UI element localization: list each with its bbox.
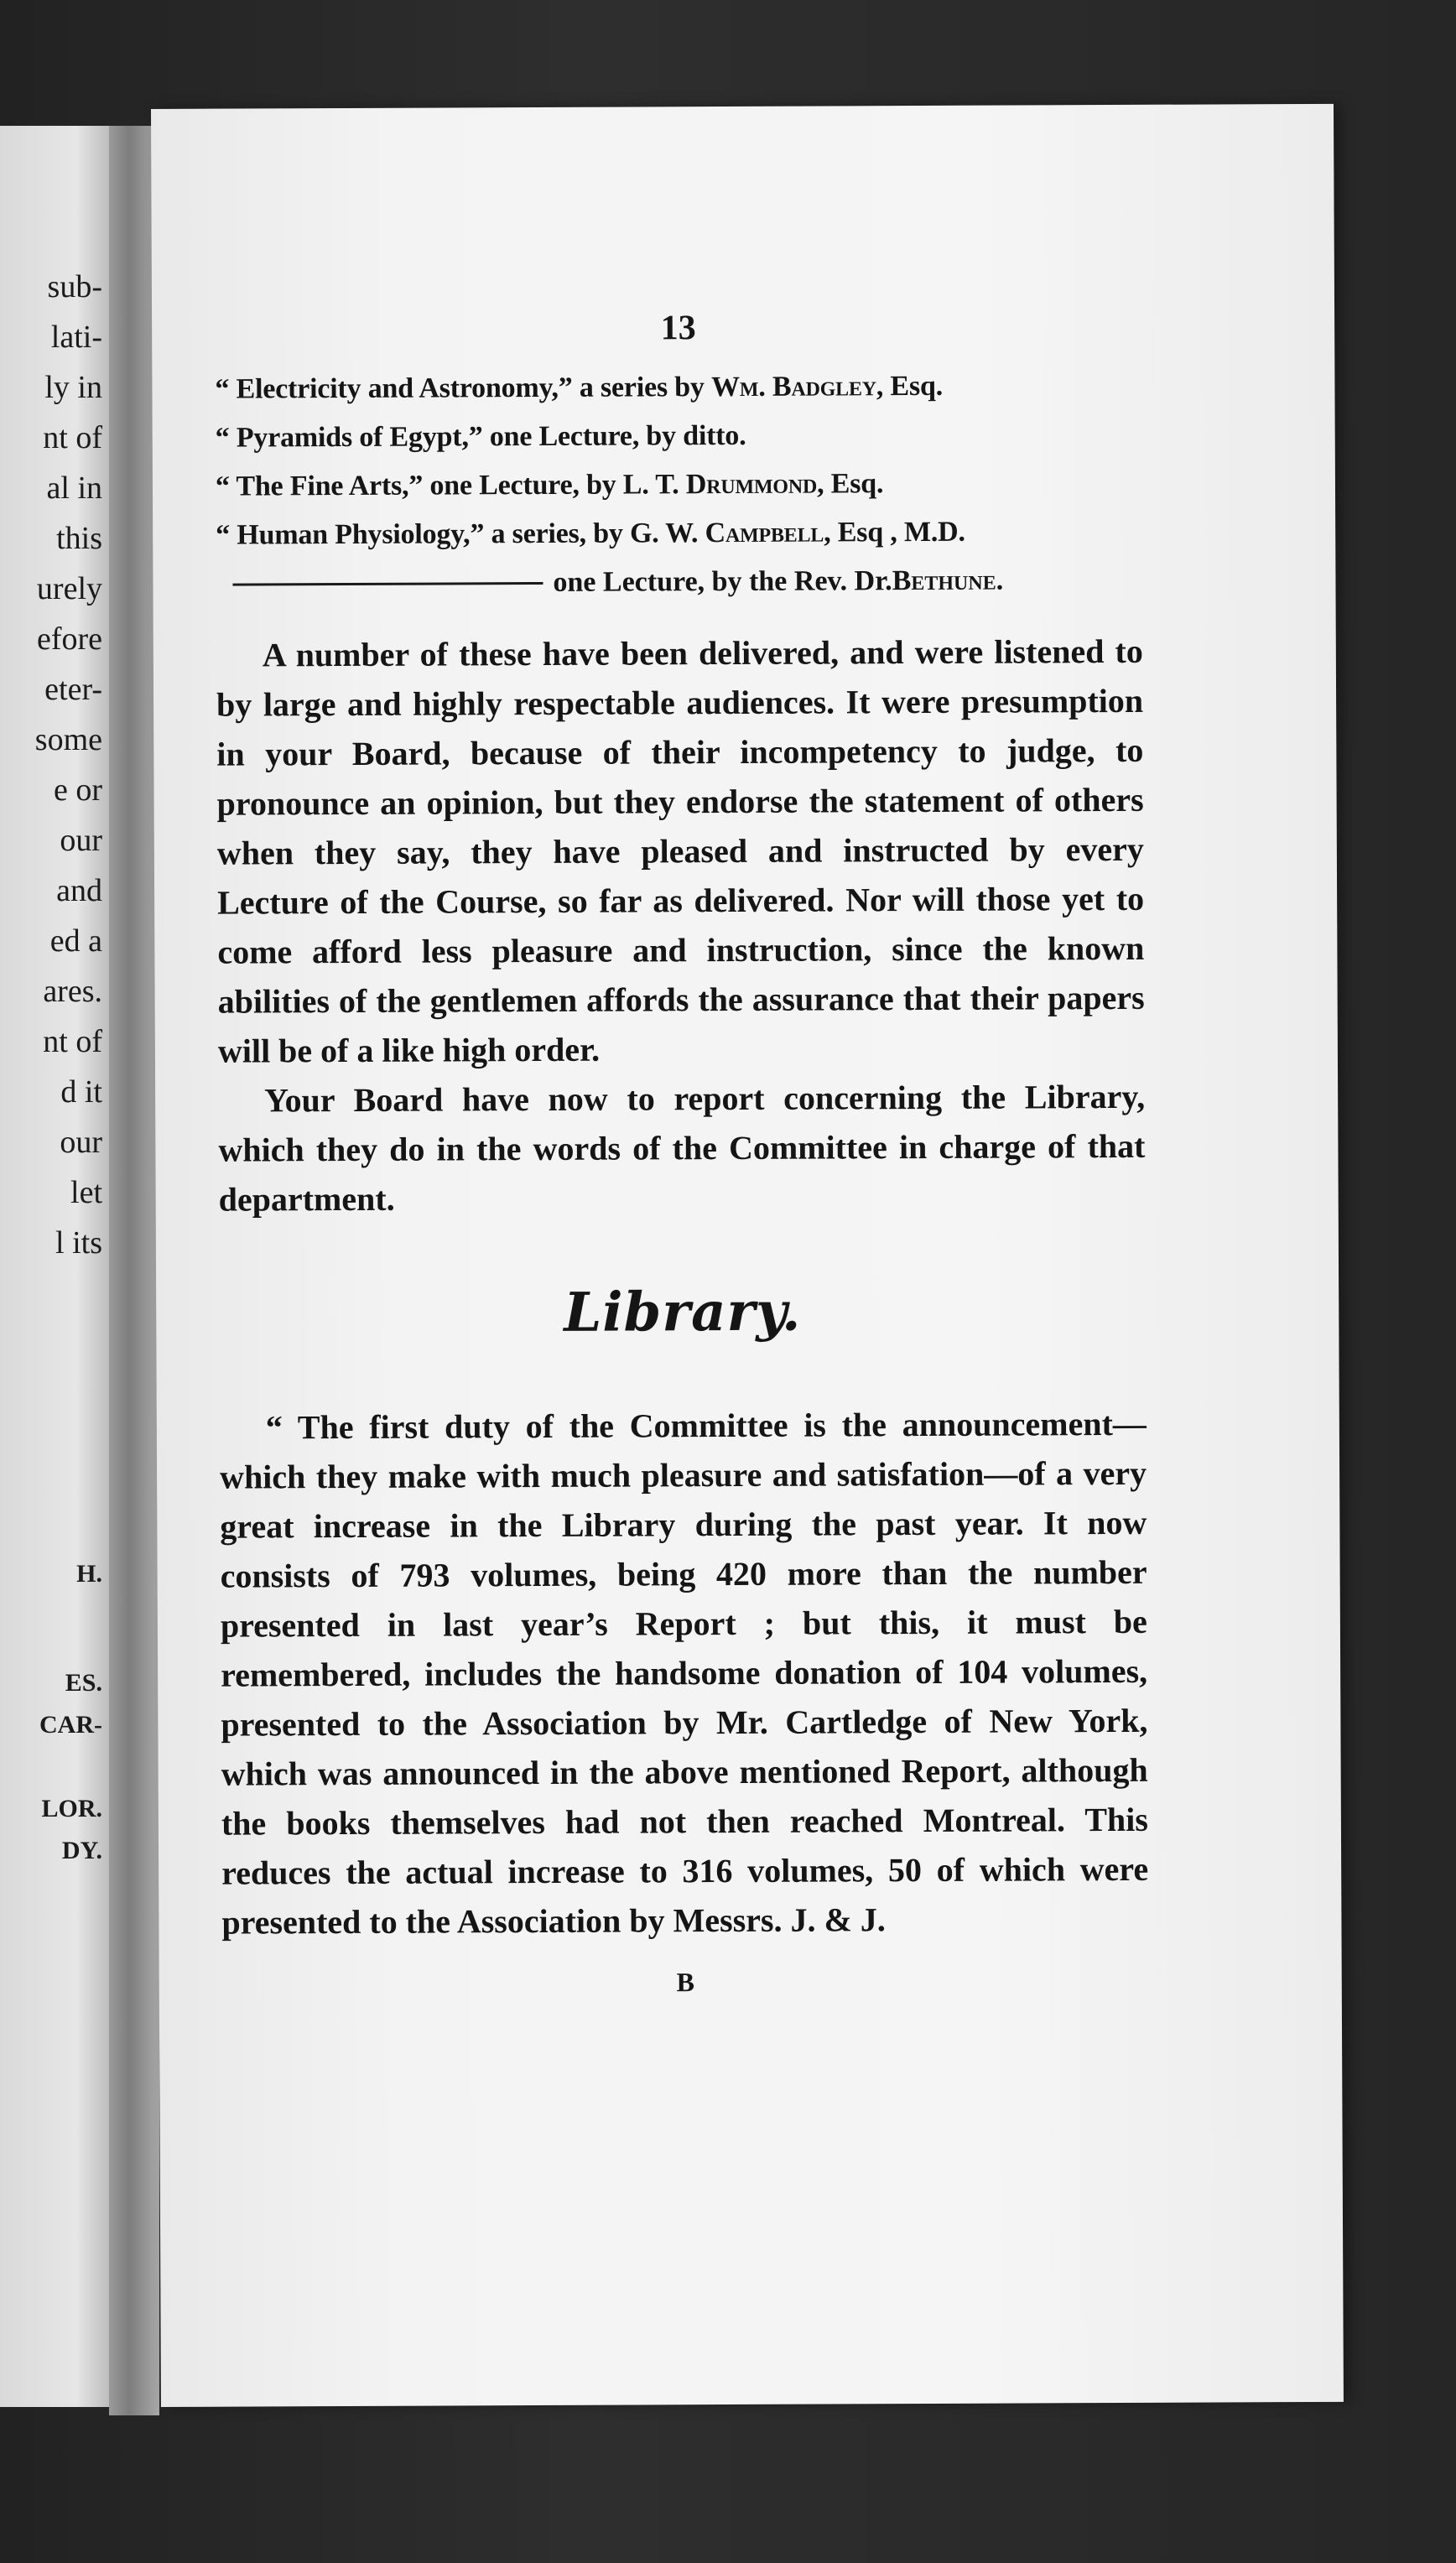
left-page-text-fragment: nt of [43,420,102,455]
lecture-item [215,361,1141,414]
left-page-text-fragment: ares. [43,974,102,1009]
left-page-text-fragment: let [70,1175,102,1210]
lecture-suffix: , Esq. [876,370,944,403]
left-page-text-fragment: DY. [61,1837,102,1864]
left-page-text-fragment: urely [36,571,102,606]
left-page-text-fragment: CAR- [39,1711,102,1739]
left-page-fragment [0,126,109,2407]
left-page-text-fragment: and [56,873,102,908]
lecture-item [216,410,1142,463]
lecture-desc: a series, by G. W. [484,517,705,550]
lecture-item [216,507,1142,560]
body-paragraph: A number of these have been delivered, and were listened to by large and highly respectable audiences. It were presumption in your Board, because of their incompetency to judge, to pronounce an opinion, but they endorse the statement of others when they say, they have pleased and instructed by every Lecture of the Course, so far as delivered. Nor will those yet to come afford less pleasure and instruction, since the known abilities of the gentlemen affords the assurance that their papers will be of a like high order. [216,632,1145,1070]
lecture-item-dash [216,556,1142,609]
left-page-text-fragment: ly in [44,370,102,405]
left-page-text-fragment: our [60,1125,102,1160]
lecture-suffix: . [996,564,1004,596]
left-page-text-fragment: our [60,823,102,858]
left-page-text-fragment: l its [55,1225,102,1261]
lecture-title: “ Electricity and Astronomy,” [215,372,573,405]
lecture-list [215,361,1142,609]
signature-mark: B [676,1967,695,1998]
dash-rule [232,581,543,585]
left-page-text-fragment: LOR. [41,1795,102,1822]
lecture-item [216,459,1142,512]
section-heading: Library. [564,1280,802,1344]
left-page-text-fragment: d it [60,1074,102,1110]
lecture-speaker: Campbell [705,517,824,549]
lecture-desc: a series by [572,372,712,403]
lecture-speaker: Wm. Badgley [710,371,876,403]
page-number: 13 [660,309,696,348]
left-page-text-fragment: nt of [43,1024,102,1059]
lecture-suffix: , Esq. [817,468,884,500]
lecture-desc: one Lecture, by L. T. [423,469,686,502]
book-page [151,104,1344,2407]
lecture-title: “ Pyramids of Egypt,” [215,421,483,454]
left-page-text-fragment: eter- [44,672,102,707]
left-page-text-fragment: lati- [50,320,102,355]
left-page-text-fragment: sub- [47,269,102,304]
left-page-text-fragment: this [56,521,102,556]
lecture-speaker: Drummond [685,468,818,501]
left-page-text-fragment: some [34,722,102,757]
library-paragraph: “ The first duty of the Committee is the announcement—which they make with much pleasure and satisfation—of a very great increase in the Library during the past year. It now consists of 793 volumes, being 420 more than the number presented in last year’s Report ; but this, it must be remembered, includes the handsome donation of 104 volumes, presented to the Association by Mr. Cartledge of New York, which was announced in the above mentioned Report, although the books themselves had not then reached Montreal. This reduces the actual increase to 316 volumes, 50 of which were presented to the Association by Messrs. J. & J. [220,1404,1149,1942]
left-page-text-fragment: ed a [49,923,102,959]
left-page-text-fragment: al in [46,470,102,506]
lecture-title: “ The Fine Arts,” [215,470,424,502]
lecture-desc: one Lecture, by ditto. [482,419,746,453]
body-paragraph: Your Board have now to report concerning the Library, which they do in the words of the Committee in charge of that department. [218,1077,1146,1219]
left-page-text-fragment: e or [53,772,102,808]
lecture-suffix: , Esq , M.D. [824,516,965,548]
lecture-speaker: Bethune [892,564,996,597]
lecture-title: “ Human Physiology,” [216,518,485,551]
lecture-desc: one Lecture, by the Rev. Dr. [553,565,892,598]
left-page-text-fragment: ES. [65,1669,102,1697]
left-page-text-fragment: H. [76,1560,102,1588]
page-content [215,306,1149,2000]
left-page-text-fragment: efore [36,621,102,657]
